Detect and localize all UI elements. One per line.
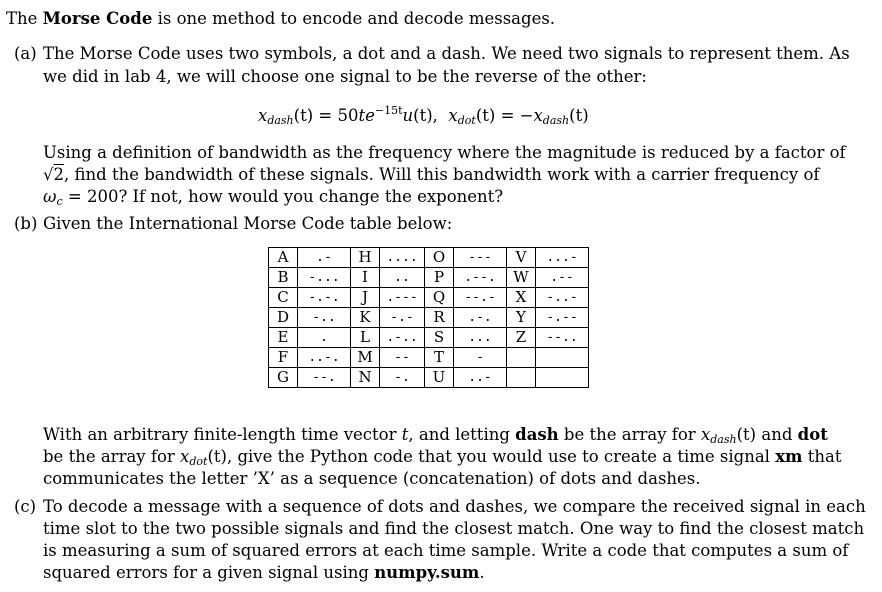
morse-code: ...- bbox=[536, 248, 589, 268]
morse-code bbox=[536, 368, 589, 388]
morse-letter: H bbox=[351, 248, 380, 268]
morse-code: ... bbox=[454, 328, 507, 348]
morse-letter: J bbox=[351, 288, 380, 308]
part-b-after3: communicates the letter ’X’ as a sequence (concatenation) of dots and dashes. bbox=[43, 469, 701, 488]
morse-letter: A bbox=[269, 248, 298, 268]
morse-letter: Z bbox=[507, 328, 536, 348]
part-c-line3: is measuring a sum of squared errors at each time sample. Write a code that computes a sum of bbox=[43, 541, 849, 560]
morse-code: --.- bbox=[454, 288, 507, 308]
morse-code: -..- bbox=[536, 288, 589, 308]
morse-letter: V bbox=[507, 248, 536, 268]
table-row bbox=[269, 268, 589, 288]
morse-code: ..-. bbox=[298, 348, 351, 368]
table-row bbox=[269, 308, 589, 328]
part-a-equation: $x_{dash}(t) = 50te^{-15t}u(t)$, $x_{dot}(t) = -x_{dash}(t)$ bbox=[258, 104, 589, 127]
morse-code: .-. bbox=[454, 308, 507, 328]
morse-code: .- bbox=[298, 248, 351, 268]
morse-code: ..- bbox=[454, 368, 507, 388]
morse-code: .... bbox=[380, 248, 425, 268]
part-a-body1: Using a definition of bandwidth as the frequency where the magnitude is reduced by a factor of bbox=[43, 143, 846, 162]
part-a-body3: $\omega_c = 200$? If not, how would you change the exponent? bbox=[43, 187, 504, 208]
part-c-line4: squared errors for a given signal using numpy.sum. bbox=[43, 563, 485, 582]
table-row bbox=[269, 288, 589, 308]
morse-letter: C bbox=[269, 288, 298, 308]
morse-letter: D bbox=[269, 308, 298, 328]
table-row bbox=[269, 328, 589, 348]
part-b-after1: With an arbitrary finite-length time vector t, and letting dash be the array for $x_{dash}(t)$ and dot bbox=[43, 425, 828, 446]
morse-code bbox=[536, 348, 589, 368]
morse-letter: F bbox=[269, 348, 298, 368]
morse-letter: B bbox=[269, 268, 298, 288]
morse-letter: O bbox=[425, 248, 454, 268]
morse-code: . bbox=[298, 328, 351, 348]
morse-letter bbox=[507, 348, 536, 368]
morse-letter bbox=[507, 368, 536, 388]
morse-letter: P bbox=[425, 268, 454, 288]
morse-code: -. bbox=[380, 368, 425, 388]
table-row bbox=[269, 368, 589, 388]
morse-letter: I bbox=[351, 268, 380, 288]
morse-code: -.-- bbox=[536, 308, 589, 328]
morse-letter: K bbox=[351, 308, 380, 328]
morse-letter: U bbox=[425, 368, 454, 388]
morse-letter: Y bbox=[507, 308, 536, 328]
morse-code: -.- bbox=[380, 308, 425, 328]
table-row bbox=[269, 248, 589, 268]
morse-letter: R bbox=[425, 308, 454, 328]
morse-code: .--- bbox=[380, 288, 425, 308]
morse-letter: X bbox=[507, 288, 536, 308]
morse-code: .-.. bbox=[380, 328, 425, 348]
morse-letter: W bbox=[507, 268, 536, 288]
intro-line: The Morse Code is one method to encode and decode messages. bbox=[6, 9, 556, 28]
morse-code: -... bbox=[298, 268, 351, 288]
morse-code: --.. bbox=[536, 328, 589, 348]
morse-code: .-- bbox=[536, 268, 589, 288]
part-b-after2: be the array for $x_{dot}(t)$, give the Python code that you would use to create a time signal xm that bbox=[43, 447, 842, 468]
morse-letter: N bbox=[351, 368, 380, 388]
part-a-label: (a) bbox=[14, 44, 37, 63]
part-a-line2: we did in lab 4, we will choose one signal to be the reverse of the other: bbox=[43, 67, 647, 86]
morse-letter: Q bbox=[425, 288, 454, 308]
part-c-line2: time slot to the two possible signals and find the closest match. One way to find the closest match bbox=[43, 519, 865, 538]
part-b-label: (b) bbox=[14, 214, 38, 233]
morse-code: .--. bbox=[454, 268, 507, 288]
part-c-label: (c) bbox=[14, 497, 37, 516]
intro-bold: Morse Code bbox=[42, 9, 153, 28]
morse-code: --- bbox=[454, 248, 507, 268]
morse-code: --. bbox=[298, 368, 351, 388]
morse-letter: S bbox=[425, 328, 454, 348]
table-row bbox=[269, 348, 589, 368]
morse-code: -.. bbox=[298, 308, 351, 328]
morse-code: -- bbox=[380, 348, 425, 368]
part-c-line1: To decode a message with a sequence of dots and dashes, we compare the received signal in each bbox=[43, 497, 866, 516]
morse-letter: E bbox=[269, 328, 298, 348]
morse-letter: T bbox=[425, 348, 454, 368]
morse-code: -.-. bbox=[298, 288, 351, 308]
morse-letter: G bbox=[269, 368, 298, 388]
morse-code: .. bbox=[380, 268, 425, 288]
morse-code: - bbox=[454, 348, 507, 368]
part-a-line1: The Morse Code uses two symbols, a dot and a dash. We need two signals to represent them. As bbox=[43, 44, 850, 63]
morse-letter: L bbox=[351, 328, 380, 348]
morse-letter: M bbox=[351, 348, 380, 368]
morse-code-table bbox=[268, 247, 589, 388]
part-a-body2: √2, find the bandwidth of these signals. Will this bandwidth work with a carrier frequency of bbox=[43, 165, 820, 184]
part-b-line1: Given the International Morse Code table below: bbox=[43, 214, 453, 233]
